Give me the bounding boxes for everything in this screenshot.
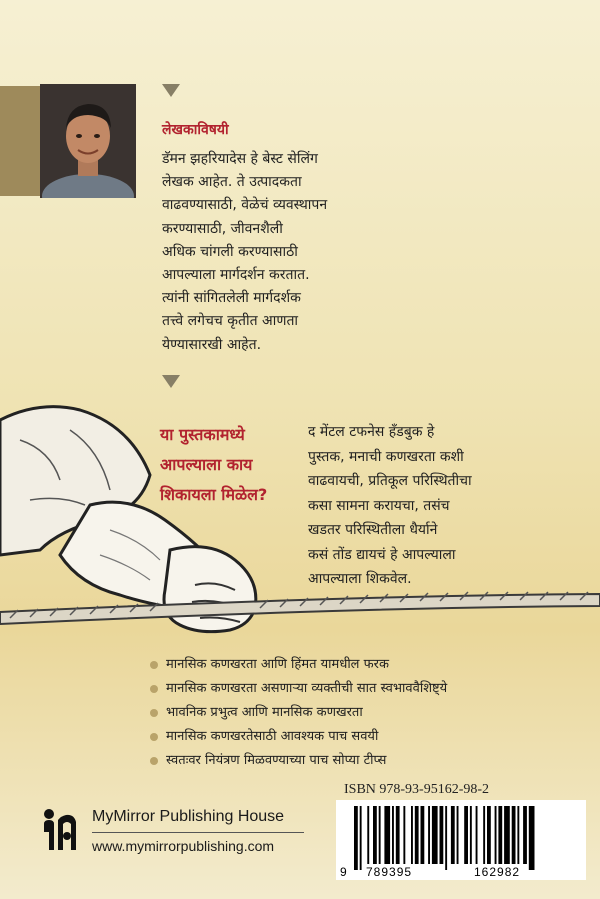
barcode-right-group: 162982 (474, 865, 521, 879)
divider (92, 832, 304, 833)
barcode-bar (428, 806, 430, 864)
author-photo (40, 84, 136, 198)
bullet-icon (150, 733, 158, 741)
author-heading: लेखकाविषयी (162, 122, 229, 138)
barcode-bar (354, 806, 358, 870)
barcode-bar (396, 806, 400, 864)
list-item (150, 701, 590, 725)
barcode-bar (451, 806, 455, 864)
barcode-bar (421, 806, 425, 864)
barcode-bar (523, 806, 527, 864)
isbn-label: ISBN 978-93-95162-98-2 (344, 782, 490, 797)
list-item (150, 653, 590, 677)
barcode-first-digit: 9 (340, 865, 348, 879)
list-item-text: स्वतःवर नियंत्रण मिळवण्याच्या पाच सोप्या टीप्स (166, 753, 387, 768)
barcode-left-group: 789395 (366, 865, 413, 879)
decorative-band (0, 86, 40, 196)
barcode-bar (487, 806, 491, 864)
list-item-text: मानसिक कणखरता आणि हिंमत यामधील फरक (166, 657, 389, 672)
bullet-icon (150, 757, 158, 765)
barcode-bar (445, 806, 447, 870)
list-item-text: भावनिक प्रभुत्व आणि मानसिक कणखरता (166, 705, 363, 720)
publisher-url[interactable]: www.mymirrorpublishing.com (92, 838, 275, 854)
barcode-bar (470, 806, 472, 864)
barcode-bar (411, 806, 413, 864)
book-description: द मेंटल टफनेस हँडबुक हे पुस्तक, मनाची कणखरता कशी वाढवायची, प्रतिकूल परिस्थितीचा कसा सामना करायचा, तसंच खडतर परिस्थितीला धैर्याने कसं तोंड द्यायचं हे आपल्याला आपल्याला शिकवेल. (308, 424, 472, 587)
barcode-bar (517, 806, 519, 864)
bullet-icon (150, 685, 158, 693)
barcode-bar (384, 806, 390, 864)
barcode-bar (464, 806, 468, 864)
book-question-heading: या पुस्तकामध्ये आपल्याला काय शिकायला मिळेल? (160, 425, 268, 504)
barcode-bar (512, 806, 516, 864)
bullet-icon (150, 709, 158, 717)
barcode-bar (457, 806, 459, 864)
barcode-bar (529, 806, 535, 870)
barcode-bar (415, 806, 419, 864)
barcode-bar (504, 806, 510, 864)
key-topics-list (150, 653, 590, 773)
publisher-logo-icon (40, 806, 80, 854)
barcode-bar (379, 806, 381, 864)
barcode-bar (367, 806, 369, 864)
isbn-barcode (336, 800, 586, 880)
list-item-text: मानसिक कणखरतेसाठी आवश्यक पाच सवयी (166, 729, 379, 744)
barcode-bar (476, 806, 478, 864)
list-item (150, 725, 590, 749)
barcode-bar (392, 806, 394, 864)
triangle-marker-icon (162, 375, 180, 388)
author-bio: डॅमन झहरियादेस हे बेस्ट सेलिंग लेखक आहेत. ते उत्पादकता वाढवण्यासाठी, वेळेचं व्यवस्थापन करण्यासाठी, जीवनशैली अधिक चांगली करण्यासाठी आपल्याला मार्गदर्शन करतात. त्यांनी सांगितलेली मार्गदर्शक तत्त्वे लगेचच कृतीत आणता येण्यासारखी आहेत. (162, 151, 328, 353)
barcode-bar (483, 806, 485, 864)
barcode-bar (498, 806, 502, 864)
barcode-bar (360, 806, 362, 870)
list-item (150, 749, 590, 773)
list-item-text: मानसिक कणखरता असणाऱ्या व्यक्तीची सात स्वभाववैशिष्ट्ये (166, 681, 448, 696)
barcode-bar (403, 806, 405, 864)
bullet-icon (150, 661, 158, 669)
barcode-bar (432, 806, 438, 864)
publisher-name: MyMirror Publishing House (92, 808, 285, 825)
list-item (150, 677, 590, 701)
barcode-bar (495, 806, 497, 864)
triangle-marker-icon (162, 84, 180, 97)
barcode-bar (373, 806, 377, 864)
barcode-bar (440, 806, 444, 864)
